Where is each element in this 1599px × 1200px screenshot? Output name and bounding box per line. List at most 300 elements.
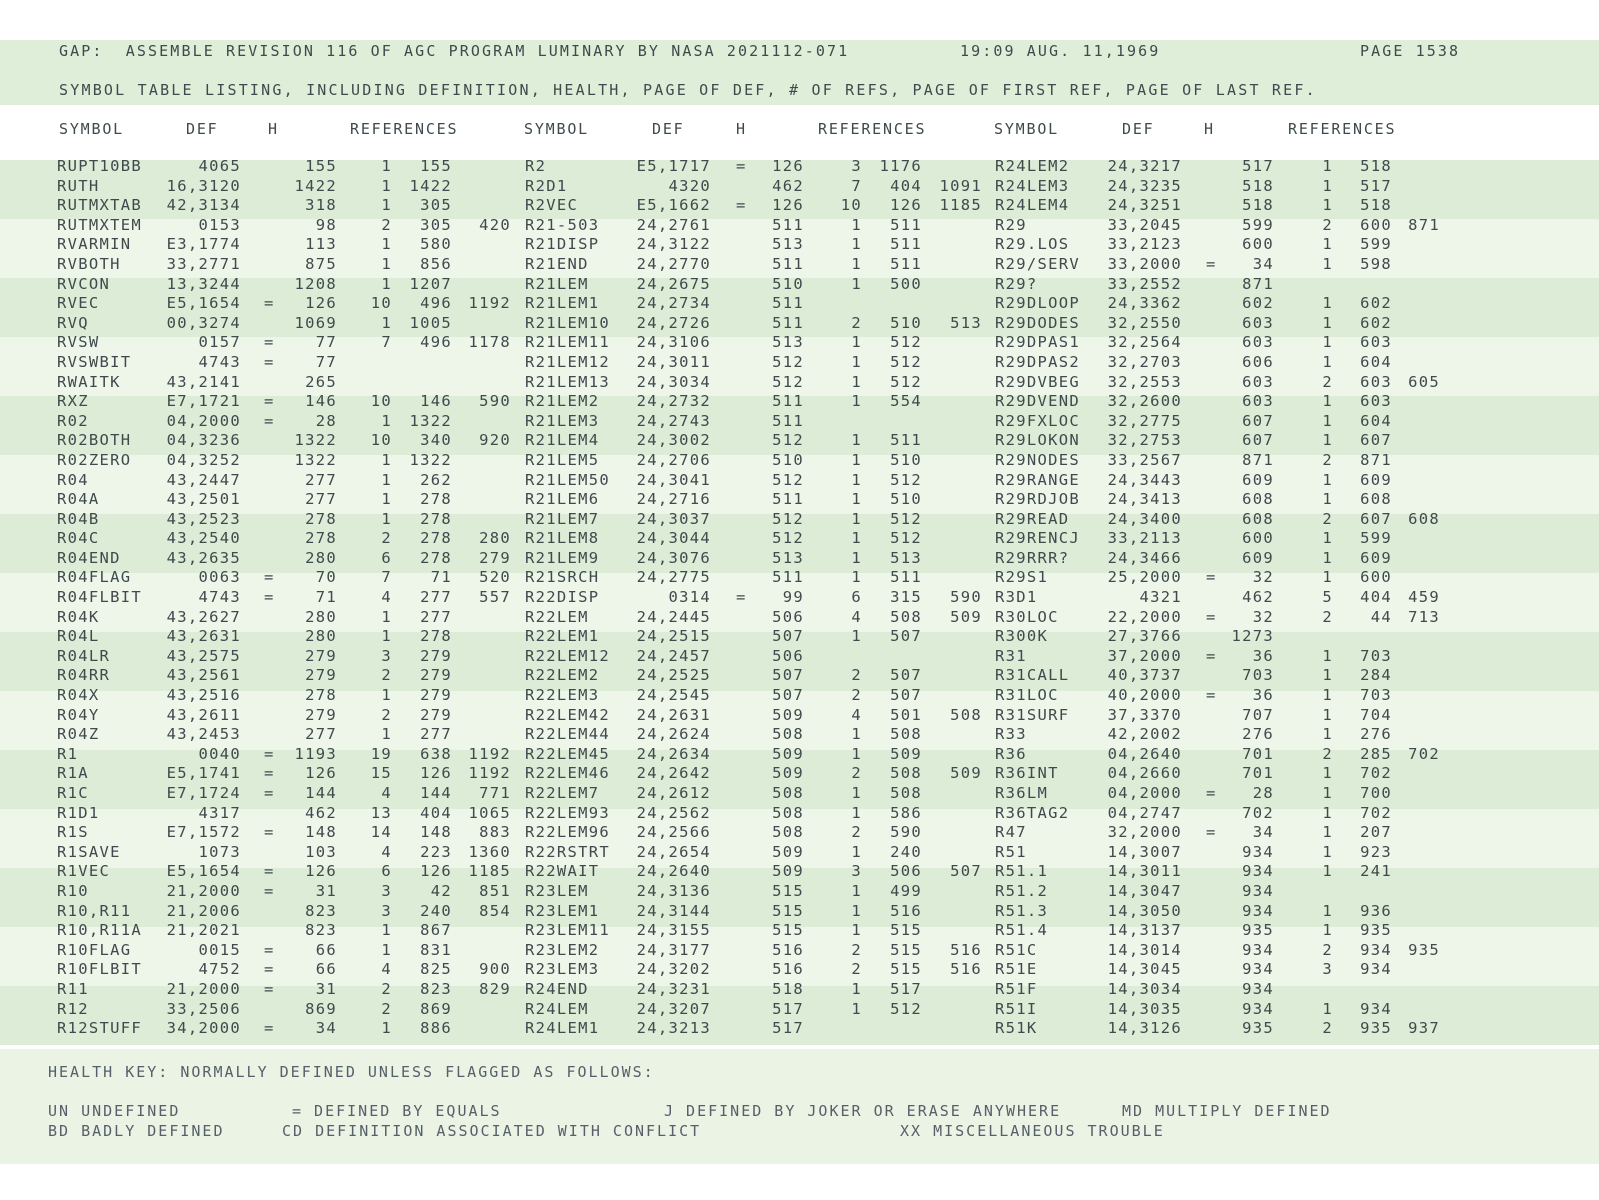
first-ref-cell: 496 — [420, 294, 452, 313]
first-ref-cell: 278 — [420, 509, 452, 528]
first-ref-cell: 599 — [1360, 529, 1392, 548]
def-cell: 24,3122 — [636, 235, 711, 254]
ref-count-cell: 2 — [851, 823, 862, 842]
symbol-cell: R02BOTH — [57, 431, 132, 450]
ref-count-cell: 2 — [1322, 744, 1333, 763]
first-ref-cell: 600 — [1360, 215, 1392, 234]
def-cell: 14,3035 — [1107, 999, 1182, 1018]
first-ref-cell: 510 — [890, 313, 922, 332]
def-page-cell: 609 — [1242, 548, 1274, 567]
symbol-cell: R29.LOS — [995, 235, 1070, 254]
table-row — [0, 568, 1599, 588]
def-page-cell: 126 — [772, 157, 804, 175]
symbol-cell: R22LEM44 — [525, 725, 611, 744]
symbol-cell: R21LEM12 — [525, 352, 611, 371]
def-cell: 24,2675 — [636, 274, 711, 293]
def-cell: 24,3034 — [636, 372, 711, 391]
def-cell: 24,2770 — [636, 254, 711, 273]
ref-count-cell: 1 — [851, 568, 862, 587]
def-cell: 24,2640 — [636, 862, 711, 881]
def-cell: 43,2611 — [166, 705, 241, 724]
ref-count-cell: 1 — [1322, 842, 1333, 861]
def-page-cell: 509 — [772, 842, 804, 861]
symbol-cell: R1D1 — [57, 803, 100, 822]
def-cell: 27,3766 — [1107, 627, 1182, 646]
first-ref-cell: 603 — [1360, 333, 1392, 352]
def-cell: 24,3106 — [636, 333, 711, 352]
def-cell: 24,3213 — [636, 1019, 711, 1038]
first-ref-cell: 144 — [420, 784, 452, 802]
ref-count-cell: 1 — [851, 979, 862, 998]
ref-count-cell: 1 — [851, 352, 862, 371]
listing-subtitle: SYMBOL TABLE LISTING, INCLUDING DEFINITION, HEALTH, PAGE OF DEF, # OF REFS, PAGE OF FIRST REF, PAGE OF LAST REF. — [59, 81, 1317, 99]
ref-count-cell: 1 — [381, 196, 392, 215]
last-ref-cell: 520 — [479, 568, 511, 587]
symbol-cell: R04Z — [57, 725, 100, 744]
def-page-cell: 517 — [772, 1019, 804, 1038]
def-page-cell: 511 — [772, 411, 804, 430]
symbol-cell: RVQ — [57, 313, 89, 332]
health-cell: = — [264, 862, 275, 881]
symbol-cell: RVARMIN — [57, 235, 132, 254]
def-cell: 24,3177 — [636, 940, 711, 959]
def-page-cell: 126 — [305, 862, 337, 881]
ref-count-cell: 1 — [381, 509, 392, 528]
symbol-cell: R29RDJOB — [995, 490, 1081, 509]
last-ref-cell: 420 — [479, 215, 511, 234]
first-ref-cell: 609 — [1360, 548, 1392, 567]
symbol-cell: R33 — [995, 725, 1027, 744]
table-row — [0, 804, 1599, 824]
first-ref-cell: 511 — [890, 215, 922, 234]
key-joker: J DEFINED BY JOKER OR ERASE ANYWHERE — [664, 1102, 1062, 1120]
first-ref-cell: 599 — [1360, 235, 1392, 254]
def-cell: 24,2654 — [636, 842, 711, 861]
ref-count-cell: 15 — [370, 764, 392, 783]
symbol-cell: R24LEM4 — [995, 196, 1070, 215]
def-cell: 4065 — [198, 157, 241, 175]
def-page-cell: 607 — [1242, 411, 1274, 430]
def-cell: 32,2600 — [1107, 392, 1182, 411]
def-page-cell: 36 — [1252, 686, 1274, 705]
def-page-cell: 508 — [772, 784, 804, 802]
def-cell: 33,2771 — [166, 254, 241, 273]
ref-count-cell: 2 — [851, 960, 862, 979]
ref-count-cell: 1 — [1322, 176, 1333, 195]
col-references-1: REFERENCES — [350, 120, 459, 138]
ref-count-cell: 4 — [381, 588, 392, 607]
table-row — [0, 823, 1599, 843]
def-cell: 24,2734 — [636, 294, 711, 313]
ref-count-cell: 1 — [1322, 490, 1333, 509]
def-cell: E5,1662 — [636, 196, 711, 215]
symbol-cell: R51I — [995, 999, 1038, 1018]
symbol-cell: R22LEM96 — [525, 823, 611, 842]
def-page-cell: 512 — [772, 372, 804, 391]
first-ref-cell: 126 — [420, 764, 452, 783]
symbol-cell: R22LEM2 — [525, 666, 600, 685]
ref-count-cell: 2 — [381, 215, 392, 234]
def-page-cell: 513 — [772, 548, 804, 567]
symbol-cell: R1C — [57, 784, 89, 802]
key-conflict: CD DEFINITION ASSOCIATED WITH CONFLICT — [282, 1122, 702, 1140]
first-ref-cell: 554 — [890, 392, 922, 411]
def-cell: 33,2567 — [1107, 450, 1182, 469]
def-cell: 04,3236 — [166, 431, 241, 450]
ref-count-cell: 1 — [851, 509, 862, 528]
ref-count-cell: 1 — [381, 940, 392, 959]
table-row — [0, 1000, 1599, 1020]
symbol-cell: R24LEM1 — [525, 1019, 600, 1038]
health-cell: = — [264, 764, 275, 783]
ref-count-cell: 1 — [1322, 313, 1333, 332]
symbol-cell: R36 — [995, 744, 1027, 763]
symbol-cell: R23LEM1 — [525, 901, 600, 920]
table-row — [0, 392, 1599, 412]
def-cell: 24,2445 — [636, 607, 711, 626]
ref-count-cell: 1 — [1322, 725, 1333, 744]
def-cell: 32,2550 — [1107, 313, 1182, 332]
def-cell: 24,2612 — [636, 784, 711, 802]
def-cell: 14,3014 — [1107, 940, 1182, 959]
def-page-cell: 602 — [1242, 294, 1274, 313]
ref-count-cell: 1 — [381, 607, 392, 626]
first-ref-cell: 510 — [890, 490, 922, 509]
symbol-cell: R29DVEND — [995, 392, 1081, 411]
def-page-cell: 517 — [772, 999, 804, 1018]
first-ref-cell: 512 — [890, 352, 922, 371]
first-ref-cell: 278 — [420, 490, 452, 509]
def-page-cell: 1208 — [294, 274, 337, 293]
def-cell: 24,3044 — [636, 529, 711, 548]
def-page-cell: 508 — [772, 803, 804, 822]
def-page-cell: 600 — [1242, 529, 1274, 548]
def-page-cell: 318 — [305, 196, 337, 215]
table-row — [0, 608, 1599, 628]
col-health-3: H — [1204, 120, 1215, 138]
ref-count-cell: 1 — [381, 450, 392, 469]
health-cell: = — [1206, 784, 1217, 802]
def-page-cell: 934 — [1242, 999, 1274, 1018]
symbol-cell: R29FXLOC — [995, 411, 1081, 430]
symbol-cell: R24LEM3 — [995, 176, 1070, 195]
health-cell: = — [264, 940, 275, 959]
first-ref-cell: 934 — [1360, 940, 1392, 959]
ref-count-cell: 2 — [1322, 1019, 1333, 1038]
symbol-cell: R1A — [57, 764, 89, 783]
def-cell: 33,2113 — [1107, 529, 1182, 548]
table-row — [0, 353, 1599, 373]
ref-count-cell: 7 — [381, 568, 392, 587]
ref-count-cell: 2 — [381, 705, 392, 724]
last-ref-cell: 516 — [950, 940, 982, 959]
def-page-cell: 707 — [1242, 705, 1274, 724]
ref-count-cell: 1 — [1322, 254, 1333, 273]
symbol-cell: R21LEM7 — [525, 509, 600, 528]
def-page-cell: 507 — [772, 686, 804, 705]
last-ref-cell: 935 — [1408, 940, 1440, 959]
first-ref-cell: 590 — [890, 823, 922, 842]
ref-count-cell: 1 — [1322, 548, 1333, 567]
def-page-cell: 934 — [1242, 960, 1274, 979]
symbol-cell: R29READ — [995, 509, 1070, 528]
def-page-cell: 506 — [772, 646, 804, 665]
def-cell: 21,2000 — [166, 881, 241, 900]
def-cell: 43,2447 — [166, 470, 241, 489]
def-cell: 43,2561 — [166, 666, 241, 685]
def-cell: 24,3037 — [636, 509, 711, 528]
ref-count-cell: 1 — [381, 725, 392, 744]
table-row — [0, 196, 1599, 216]
def-page-cell: 603 — [1242, 333, 1274, 352]
ref-count-cell: 2 — [381, 999, 392, 1018]
first-ref-cell: 935 — [1360, 1019, 1392, 1038]
ref-count-cell: 14 — [370, 823, 392, 842]
first-ref-cell: 508 — [890, 725, 922, 744]
first-ref-cell: 515 — [890, 940, 922, 959]
def-page-cell: 70 — [315, 568, 337, 587]
def-page-cell: 71 — [315, 588, 337, 607]
first-ref-cell: 146 — [420, 392, 452, 411]
def-cell: 04,2747 — [1107, 803, 1182, 822]
first-ref-cell: 602 — [1360, 313, 1392, 332]
first-ref-cell: 277 — [420, 725, 452, 744]
def-page-cell: 279 — [305, 705, 337, 724]
def-cell: 43,2141 — [166, 372, 241, 391]
symbol-cell: R04L — [57, 627, 100, 646]
symbol-cell: RVSWBIT — [57, 352, 132, 371]
def-cell: 24,2545 — [636, 686, 711, 705]
first-ref-cell: 278 — [420, 529, 452, 548]
page-number: PAGE 1538 — [1360, 42, 1461, 60]
key-badly-defined: BD BADLY DEFINED — [48, 1122, 225, 1140]
table-row — [0, 490, 1599, 510]
table-row — [0, 373, 1599, 393]
symbol-cell: R22LEM12 — [525, 646, 611, 665]
ref-count-cell: 1 — [1322, 411, 1333, 430]
symbol-cell: R29DLOOP — [995, 294, 1081, 313]
last-ref-cell: 1185 — [939, 196, 982, 215]
symbol-cell: R02 — [57, 411, 89, 430]
table-row — [0, 275, 1599, 295]
ref-count-cell: 1 — [381, 157, 392, 175]
col-def-3: DEF — [1122, 120, 1155, 138]
def-cell: 0015 — [198, 940, 241, 959]
table-row — [0, 902, 1599, 922]
first-ref-cell: 305 — [420, 196, 452, 215]
health-cell: = — [264, 960, 275, 979]
symbol-cell: RUTH — [57, 176, 100, 195]
def-cell: 24,2624 — [636, 725, 711, 744]
ref-count-cell: 1 — [851, 901, 862, 920]
ref-count-cell: 1 — [1322, 921, 1333, 940]
ref-count-cell: 1 — [1322, 646, 1333, 665]
first-ref-cell: 702 — [1360, 803, 1392, 822]
ref-count-cell: 1 — [851, 431, 862, 450]
first-ref-cell: 1422 — [409, 176, 452, 195]
def-cell: 43,2523 — [166, 509, 241, 528]
first-ref-cell: 276 — [1360, 725, 1392, 744]
ref-count-cell: 1 — [1322, 294, 1333, 313]
first-ref-cell: 825 — [420, 960, 452, 979]
health-cell: = — [264, 294, 275, 313]
table-row — [0, 255, 1599, 275]
symbol-cell: R22LEM42 — [525, 705, 611, 724]
ref-count-cell: 1 — [851, 333, 862, 352]
def-page-cell: 511 — [772, 254, 804, 273]
def-cell: 37,2000 — [1107, 646, 1182, 665]
first-ref-cell: 515 — [890, 960, 922, 979]
symbol-cell: R10FLAG — [57, 940, 132, 959]
def-page-cell: 934 — [1242, 940, 1274, 959]
table-row — [0, 549, 1599, 569]
def-cell: 4317 — [198, 803, 241, 822]
def-cell: 43,2631 — [166, 627, 241, 646]
def-page-cell: 36 — [1252, 646, 1274, 665]
def-cell: 22,2000 — [1107, 607, 1182, 626]
first-ref-cell: 603 — [1360, 372, 1392, 391]
def-cell: 24,2525 — [636, 666, 711, 685]
first-ref-cell: 607 — [1360, 509, 1392, 528]
ref-count-cell: 10 — [370, 392, 392, 411]
last-ref-cell: 590 — [950, 588, 982, 607]
def-cell: E5,1654 — [166, 294, 241, 313]
health-cell: = — [264, 352, 275, 371]
first-ref-cell: 515 — [890, 921, 922, 940]
table-row — [0, 627, 1599, 647]
def-page-cell: 823 — [305, 921, 337, 940]
def-page-cell: 871 — [1242, 274, 1274, 293]
symbol-cell: R22LEM1 — [525, 627, 600, 646]
def-cell: 24,3217 — [1107, 157, 1182, 175]
def-page-cell: 31 — [315, 881, 337, 900]
def-page-cell: 144 — [305, 784, 337, 802]
def-page-cell: 934 — [1242, 862, 1274, 881]
def-cell: 00,3274 — [166, 313, 241, 332]
def-page-cell: 280 — [305, 548, 337, 567]
def-page-cell: 506 — [772, 607, 804, 626]
symbol-cell: R22LEM3 — [525, 686, 600, 705]
symbol-cell: R04K — [57, 607, 100, 626]
symbol-cell: R04Y — [57, 705, 100, 724]
symbol-cell: R2 — [525, 157, 547, 175]
def-page-cell: 511 — [772, 294, 804, 313]
ref-count-cell: 1 — [381, 686, 392, 705]
first-ref-cell: 508 — [890, 784, 922, 802]
table-row — [0, 764, 1599, 784]
table-row — [0, 431, 1599, 451]
ref-count-cell: 7 — [851, 176, 862, 195]
symbol-cell: R04 — [57, 470, 89, 489]
first-ref-cell: 507 — [890, 686, 922, 705]
def-cell: 21,2006 — [166, 901, 241, 920]
health-cell: = — [264, 411, 275, 430]
first-ref-cell: 279 — [420, 666, 452, 685]
col-references-3: REFERENCES — [1288, 120, 1397, 138]
def-page-cell: 34 — [315, 1019, 337, 1038]
def-page-cell: 934 — [1242, 842, 1274, 861]
first-ref-cell: 71 — [430, 568, 452, 587]
symbol-cell: RUTMXTEM — [57, 215, 143, 234]
ref-count-cell: 1 — [851, 470, 862, 489]
def-cell: 32,2753 — [1107, 431, 1182, 450]
def-page-cell: 509 — [772, 764, 804, 783]
def-page-cell: 603 — [1242, 392, 1274, 411]
health-cell: = — [264, 568, 275, 587]
def-cell: 24,3466 — [1107, 548, 1182, 567]
def-page-cell: 603 — [1242, 313, 1274, 332]
def-cell: 14,3011 — [1107, 862, 1182, 881]
def-page-cell: 703 — [1242, 666, 1274, 685]
listing-datetime: 19:09 AUG. 11,1969 — [960, 42, 1161, 60]
symbol-cell: R23LEM3 — [525, 960, 600, 979]
first-ref-cell: 869 — [420, 999, 452, 1018]
symbol-cell: R21LEM13 — [525, 372, 611, 391]
ref-count-cell: 1 — [1322, 568, 1333, 587]
last-ref-cell: 854 — [479, 901, 511, 920]
symbol-cell: R22WAIT — [525, 862, 600, 881]
def-page-cell: 511 — [772, 490, 804, 509]
def-cell: 21,2021 — [166, 921, 241, 940]
def-cell: 32,2564 — [1107, 333, 1182, 352]
first-ref-cell: 279 — [420, 686, 452, 705]
def-cell: 24,2726 — [636, 313, 711, 332]
first-ref-cell: 315 — [890, 588, 922, 607]
ref-count-cell: 1 — [851, 803, 862, 822]
first-ref-cell: 1005 — [409, 313, 452, 332]
symbol-cell: R23LEM11 — [525, 921, 611, 940]
symbol-cell: R04C — [57, 529, 100, 548]
last-ref-cell: 1185 — [468, 862, 511, 881]
def-cell: 24,3002 — [636, 431, 711, 450]
def-cell: 42,2002 — [1107, 725, 1182, 744]
first-ref-cell: 512 — [890, 372, 922, 391]
first-ref-cell: 507 — [890, 666, 922, 685]
def-page-cell: 515 — [772, 901, 804, 920]
def-cell: 0040 — [198, 744, 241, 763]
def-page-cell: 608 — [1242, 490, 1274, 509]
symbol-cell: R22LEM — [525, 607, 589, 626]
health-cell: = — [1206, 646, 1217, 665]
table-row — [0, 647, 1599, 667]
def-cell: 34,2000 — [166, 1019, 241, 1038]
def-page-cell: 1069 — [294, 313, 337, 332]
col-def-2: DEF — [652, 120, 685, 138]
ref-count-cell: 3 — [381, 901, 392, 920]
table-row — [0, 294, 1599, 314]
symbol-cell: RVSW — [57, 333, 100, 352]
ref-count-cell: 7 — [381, 333, 392, 352]
def-cell: 33,2506 — [166, 999, 241, 1018]
symbol-cell: R29NODES — [995, 450, 1081, 469]
symbol-cell: R31CALL — [995, 666, 1070, 685]
first-ref-cell: 871 — [1360, 450, 1392, 469]
symbol-cell: R23LEM — [525, 881, 589, 900]
ref-count-cell: 1 — [1322, 803, 1333, 822]
def-page-cell: 155 — [305, 157, 337, 175]
first-ref-cell: 703 — [1360, 686, 1392, 705]
ref-count-cell: 1 — [851, 215, 862, 234]
def-cell: 04,3252 — [166, 450, 241, 469]
ref-count-cell: 1 — [851, 235, 862, 254]
def-page-cell: 518 — [772, 979, 804, 998]
health-cell: = — [264, 979, 275, 998]
def-cell: 14,3045 — [1107, 960, 1182, 979]
col-def-1: DEF — [186, 120, 219, 138]
symbol-cell: R21LEM4 — [525, 431, 600, 450]
ref-count-cell: 3 — [1322, 960, 1333, 979]
def-cell: 43,2635 — [166, 548, 241, 567]
